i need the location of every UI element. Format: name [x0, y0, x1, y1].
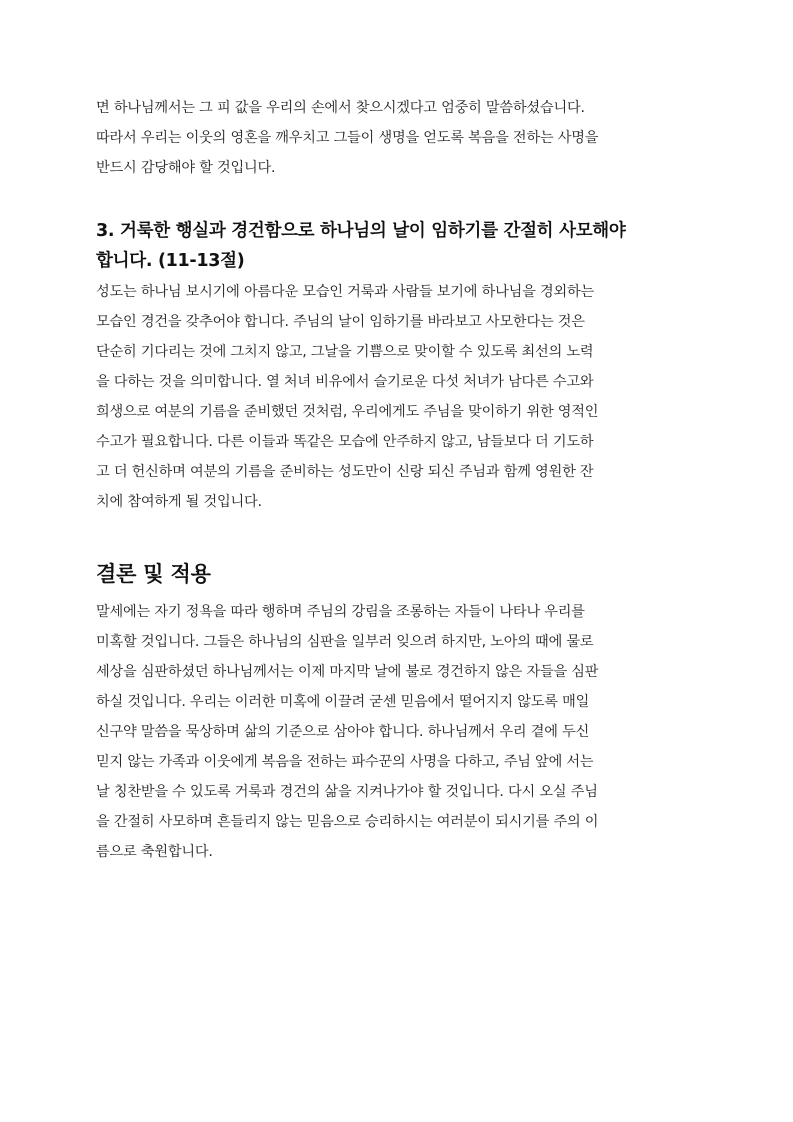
text-line: 을 다하는 것을 의미합니다. 열 처녀 비유에서 슬기로운 다섯 처녀가 남다른 수고와 [96, 374, 594, 390]
section-3-paragraph [96, 277, 696, 517]
text-line: 름으로 축원합니다. [96, 844, 213, 860]
text-line: 치에 참여하게 될 것입니다. [96, 494, 262, 510]
text-line: 면 하나님께서는 그 피 값을 우리의 손에서 찾으시겠다고 엄중히 말씀하셨습니다. [96, 100, 585, 116]
text-line: 세상을 심판하셨던 하나님께서는 이제 마지막 날에 불로 경건하지 않은 자들을 심판 [96, 664, 599, 680]
text-line: 수고가 필요합니다. 다른 이들과 똑같은 모습에 안주하지 않고, 남들보다 더 기도하 [96, 434, 594, 450]
text-line: 을 간절히 사모하며 흔들리지 않는 믿음으로 승리하시는 여러분이 되시기를 주의 이 [96, 814, 599, 830]
document-page [96, 93, 696, 867]
text-line: 하실 것입니다. 우리는 이러한 미혹에 이끌려 굳센 믿음에서 떨어지지 않도록 매일 [96, 694, 590, 710]
text-line: 희생으로 여분의 기름을 준비했던 것처럼, 우리에게도 주님을 맞이하기 위한 영적인 [96, 404, 599, 420]
text-line: 날 칭찬받을 수 있도록 거룩과 경건의 삶을 지켜나가야 할 것입니다. 다시 오실 주님 [96, 784, 598, 800]
heading-line: 합니다. (11-13절) [96, 251, 245, 271]
section-3-heading [96, 216, 696, 276]
text-line: 단순히 기다리는 것에 그치지 않고, 그날을 기쁨으로 맞이할 수 있도록 최선의 노력 [96, 344, 594, 360]
text-line: 믿지 않는 가족과 이웃에게 복음을 전하는 파수꾼의 사명을 다하고, 주님 앞에 서는 [96, 754, 594, 770]
heading-line: 3. 거룩한 행실과 경건함으로 하나님의 날이 임하기를 간절히 사모해야 [96, 221, 626, 241]
conclusion-paragraph [96, 597, 696, 867]
text-line: 말세에는 자기 정욕을 따라 행하며 주님의 강림을 조롱하는 자들이 나타나 우리를 [96, 604, 585, 620]
conclusion-heading: 결론 및 적용 [96, 562, 211, 586]
text-line: 성도는 하나님 보시기에 아름다운 모습인 거룩과 사람들 보기에 하나님을 경외하는 [96, 284, 594, 300]
text-line: 따라서 우리는 이웃의 영혼을 깨우치고 그들이 생명을 얻도록 복음을 전하는 사명을 [96, 130, 599, 146]
text-line: 미혹할 것입니다. 그들은 하나님의 심판을 일부러 잊으려 하지만, 노아의 때에 물로 [96, 634, 594, 650]
text-line: 고 더 헌신하며 여분의 기름을 준비하는 성도만이 신랑 되신 주님과 함께 영원한 잔 [96, 464, 594, 480]
intro-paragraph [96, 93, 696, 183]
text-line: 신구약 말씀을 묵상하며 삶의 기준으로 삼아야 합니다. 하나님께서 우리 곁에 두신 [96, 724, 590, 740]
text-line: 모습인 경건을 갖추어야 합니다. 주님의 날이 임하기를 바라보고 사모한다는 것은 [96, 314, 585, 330]
text-line: 반드시 감당해야 할 것입니다. [96, 160, 276, 176]
